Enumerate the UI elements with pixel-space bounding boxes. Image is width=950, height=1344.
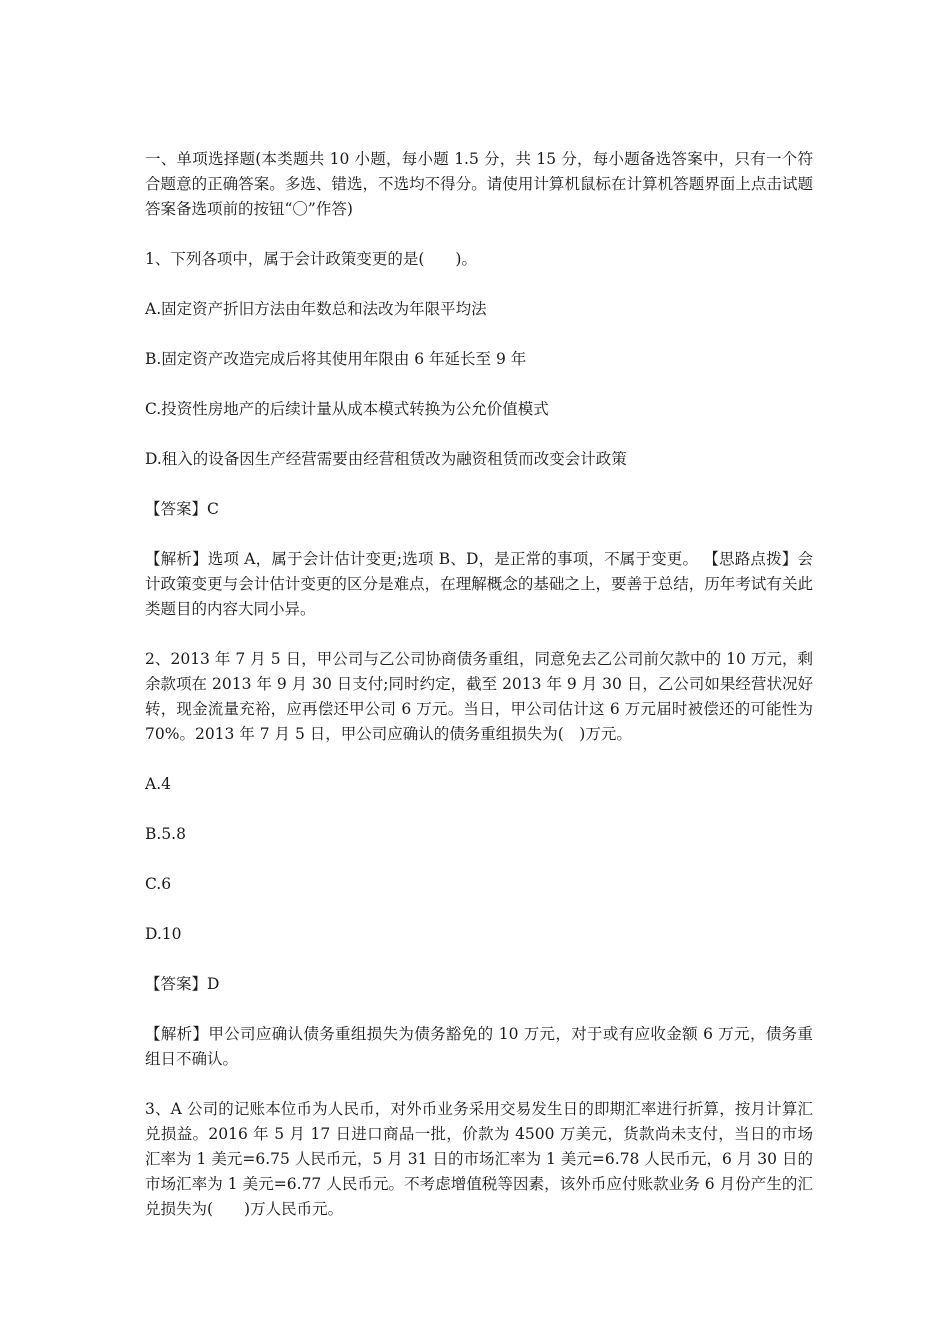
question-2-option-a: A.4 [145,775,171,793]
question-2-option-d: D.10 [145,925,182,943]
question-2-option-b: B.5.8 [145,825,186,843]
question-3-stem: 3、A 公司的记账本位币为人民币，对外币业务采用交易发生日的即期汇率进行折算，按月计算汇兑损益。2016 年 5 月 17 日进口商品一批，价款为 4500 万美元，货款尚未支付，当日的市场汇率为 1 美元=6.75 人民币元，5 月 31 日的市场汇率为 1 美元=6.78 人民币元，6 月 30 日的市场汇率为 1 美元=6.77 人民币元。不考虑增值税等因素，该外币应付账款业务 6 月份产生的汇兑损失为( )万人民币元。 [145,1100,813,1218]
section-heading: 一、单项选择题(本类题共 10 小题，每小题 1.5 分，共 15 分，每小题备选答案中，只有一个符合题意的正确答案。多选、错选，不选均不得分。请使用计算机鼠标在计算机答题界面上点击试题答案备选项前的按钮“〇”作答) [145,150,813,218]
question-1-option-c: C.投资性房地产的后续计量从成本模式转换为公允价值模式 [145,400,549,418]
question-2-stem: 2、2013 年 7 月 5 日，甲公司与乙公司协商债务重组，同意免去乙公司前欠款中的 10 万元，剩余款项在 2013 年 9 月 30 日支付;同时约定，截至 2013 年 9 月 30 日，乙公司如果经营状况好转，现金流量充裕，应再偿还甲公司 6 万元。当日，甲公司估计这 6 万元届时被偿还的可能性为 70%。2013 年 7 月 5 日，甲公司应确认的债务重组损失为( )万元。 [145,650,813,743]
question-1-option-a: A.固定资产折旧方法由年数总和法改为年限平均法 [145,300,487,318]
question-1-option-b: B.固定资产改造完成后将其使用年限由 6 年延长至 9 年 [145,350,527,368]
question-2-answer: 【答案】D [145,975,220,993]
question-1-stem: 1、下列各项中，属于会计政策变更的是( )。 [145,250,477,268]
question-2-analysis: 【解析】甲公司应确认债务重组损失为债务豁免的 10 万元，对于或有应收金额 6 万元，债务重组日不确认。 [145,1025,813,1068]
question-1-answer: 【答案】C [145,500,219,518]
document-body [145,147,813,1247]
question-1-option-d: D.租入的设备因生产经营需要由经营租赁改为融资租赁而改变会计政策 [145,450,627,468]
question-2-option-c: C.6 [145,875,172,893]
question-1-analysis: 【解析】选项 A，属于会计估计变更;选项 B、D，是正常的事项，不属于变更。 【思路点拨】会计政策变更与会计估计变更的区分是难点，在理解概念的基础之上，要善于总结，历年考试有关此类题目的内容大同小异。 [145,550,813,618]
